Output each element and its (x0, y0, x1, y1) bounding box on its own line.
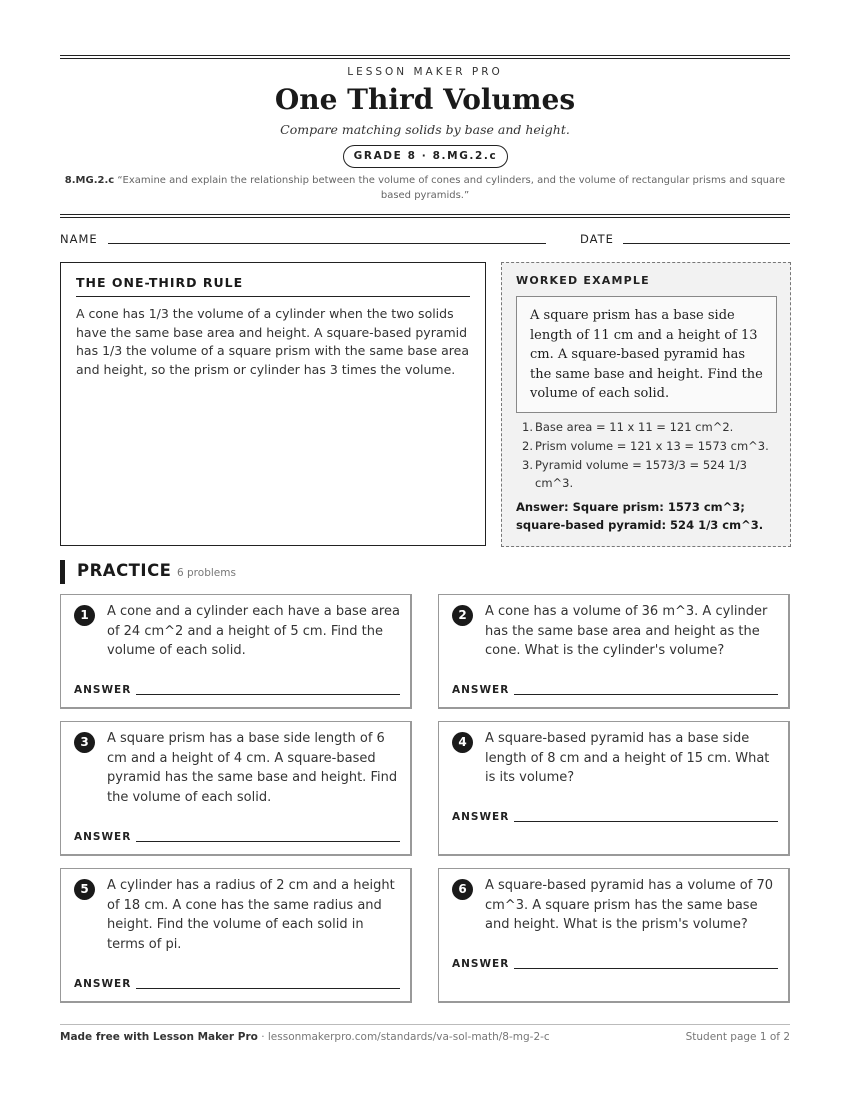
step-number: 2. (522, 439, 533, 453)
step-item (516, 437, 784, 455)
answer-field[interactable] (136, 841, 400, 842)
step-text: Pyramid volume = 1573/3 = 524 1/3 cm^3. (535, 458, 747, 490)
answer-label: ANSWER (452, 958, 510, 970)
problem-text: A square-based pyramid has a volume of 70 cm^3. A square prism has the same base and height. What is the prism's volume? (485, 878, 773, 932)
problem-number-badge: 5 (74, 879, 95, 900)
answer-field[interactable] (514, 694, 778, 695)
answer-label: ANSWER (452, 684, 510, 696)
problem-text: A cone has a volume of 36 m^3. A cylinder has the same base area and height as the cone. What is the cylinder's volume? (485, 604, 768, 658)
problem-card (60, 868, 412, 1003)
footer-page-number: Student page 1 of 2 (685, 1031, 790, 1043)
date-field[interactable] (623, 243, 790, 244)
page-subtitle: Compare matching solids by base and height. (280, 122, 570, 137)
one-third-rule-box (60, 262, 486, 546)
header-double-rule (60, 214, 790, 218)
practice-count: 6 problems (177, 567, 236, 579)
problem-text: A square-based pyramid has a base side length of 8 cm and a height of 15 cm. What is its volume? (485, 731, 770, 785)
grade-badge: GRADE 8 · 8.MG.2.c (343, 145, 508, 168)
problem-text: A cylinder has a radius of 2 cm and a height of 18 cm. A cone has the same radius and height. Find the volume of each solid in terms of pi. (107, 878, 395, 952)
worked-example-answer: Answer: Square prism: 1573 cm^3; square-based pyramid: 524 1/3 cm^3. (516, 500, 764, 532)
answer-field[interactable] (136, 988, 400, 989)
problem-card (60, 721, 412, 856)
problem-number-badge: 1 (74, 605, 95, 626)
date-label: DATE (580, 232, 614, 246)
problem-number-badge: 3 (74, 732, 95, 753)
step-item (516, 456, 784, 492)
practice-accent-bar (60, 560, 65, 584)
worked-example-title: WORKED EXAMPLE (516, 274, 650, 287)
answer-field[interactable] (514, 968, 778, 969)
step-text: Base area = 11 x 11 = 121 cm^2. (535, 420, 734, 434)
problem-number-badge: 2 (452, 605, 473, 626)
rule-box-body: A cone has 1/3 the volume of a cylinder when the two solids have the same base area and height. A square-based pyramid has 1/3 the volume of a square prism with the same base area and height, so the prism or cylinder has 3 times the volume. (76, 306, 469, 377)
rule-box-title: THE ONE-THIRD RULE (76, 275, 470, 297)
step-number: 1. (522, 420, 533, 434)
answer-label: ANSWER (74, 978, 132, 990)
problem-number-badge: 6 (452, 879, 473, 900)
problem-number-badge: 4 (452, 732, 473, 753)
standard-statement (60, 173, 790, 203)
footer-divider (60, 1024, 790, 1025)
problem-text: A square prism has a base side length of 6 cm and a height of 4 cm. A square-based pyramid has the same base and height. Find the volume of each solid. (107, 731, 398, 805)
brand-label: LESSON MAKER PRO (347, 66, 503, 78)
problem-card (438, 868, 790, 1003)
step-item (516, 418, 784, 436)
footer-credit (60, 1031, 550, 1043)
worked-example-steps (516, 418, 784, 493)
answer-label: ANSWER (74, 831, 132, 843)
standard-text: “Examine and explain the relationship between the volume of cones and cylinders, and the volume of rectangular prisms and square based pyramids.” (117, 175, 786, 201)
footer-url-link[interactable]: · lessonmakerpro.com/standards/va-sol-math/8-mg-2-c (257, 1031, 550, 1043)
worked-example-question: A square prism has a base side length of 11 cm and a height of 13 cm. A square-based pyramid has the same base and height. Find the volume of each solid. (516, 296, 777, 413)
answer-field[interactable] (136, 694, 400, 695)
practice-title: PRACTICE (77, 561, 172, 580)
page-title: One Third Volumes (274, 83, 576, 116)
problem-card (438, 721, 790, 856)
footer-made-with: Made free with Lesson Maker Pro (60, 1031, 258, 1043)
top-double-rule (60, 55, 790, 59)
answer-label: ANSWER (452, 811, 510, 823)
worked-example-box (501, 262, 791, 547)
name-label: NAME (60, 232, 98, 246)
step-text: Prism volume = 121 x 13 = 1573 cm^3. (535, 439, 769, 453)
name-field[interactable] (108, 243, 546, 244)
problem-text: A cone and a cylinder each have a base area of 24 cm^2 and a height of 5 cm. Find the volume of each solid. (107, 604, 400, 658)
answer-label: ANSWER (74, 684, 132, 696)
step-number: 3. (522, 458, 533, 472)
problem-card (60, 594, 412, 709)
problem-card (438, 594, 790, 709)
standard-code: 8.MG.2.c (64, 175, 115, 186)
answer-field[interactable] (514, 821, 778, 822)
